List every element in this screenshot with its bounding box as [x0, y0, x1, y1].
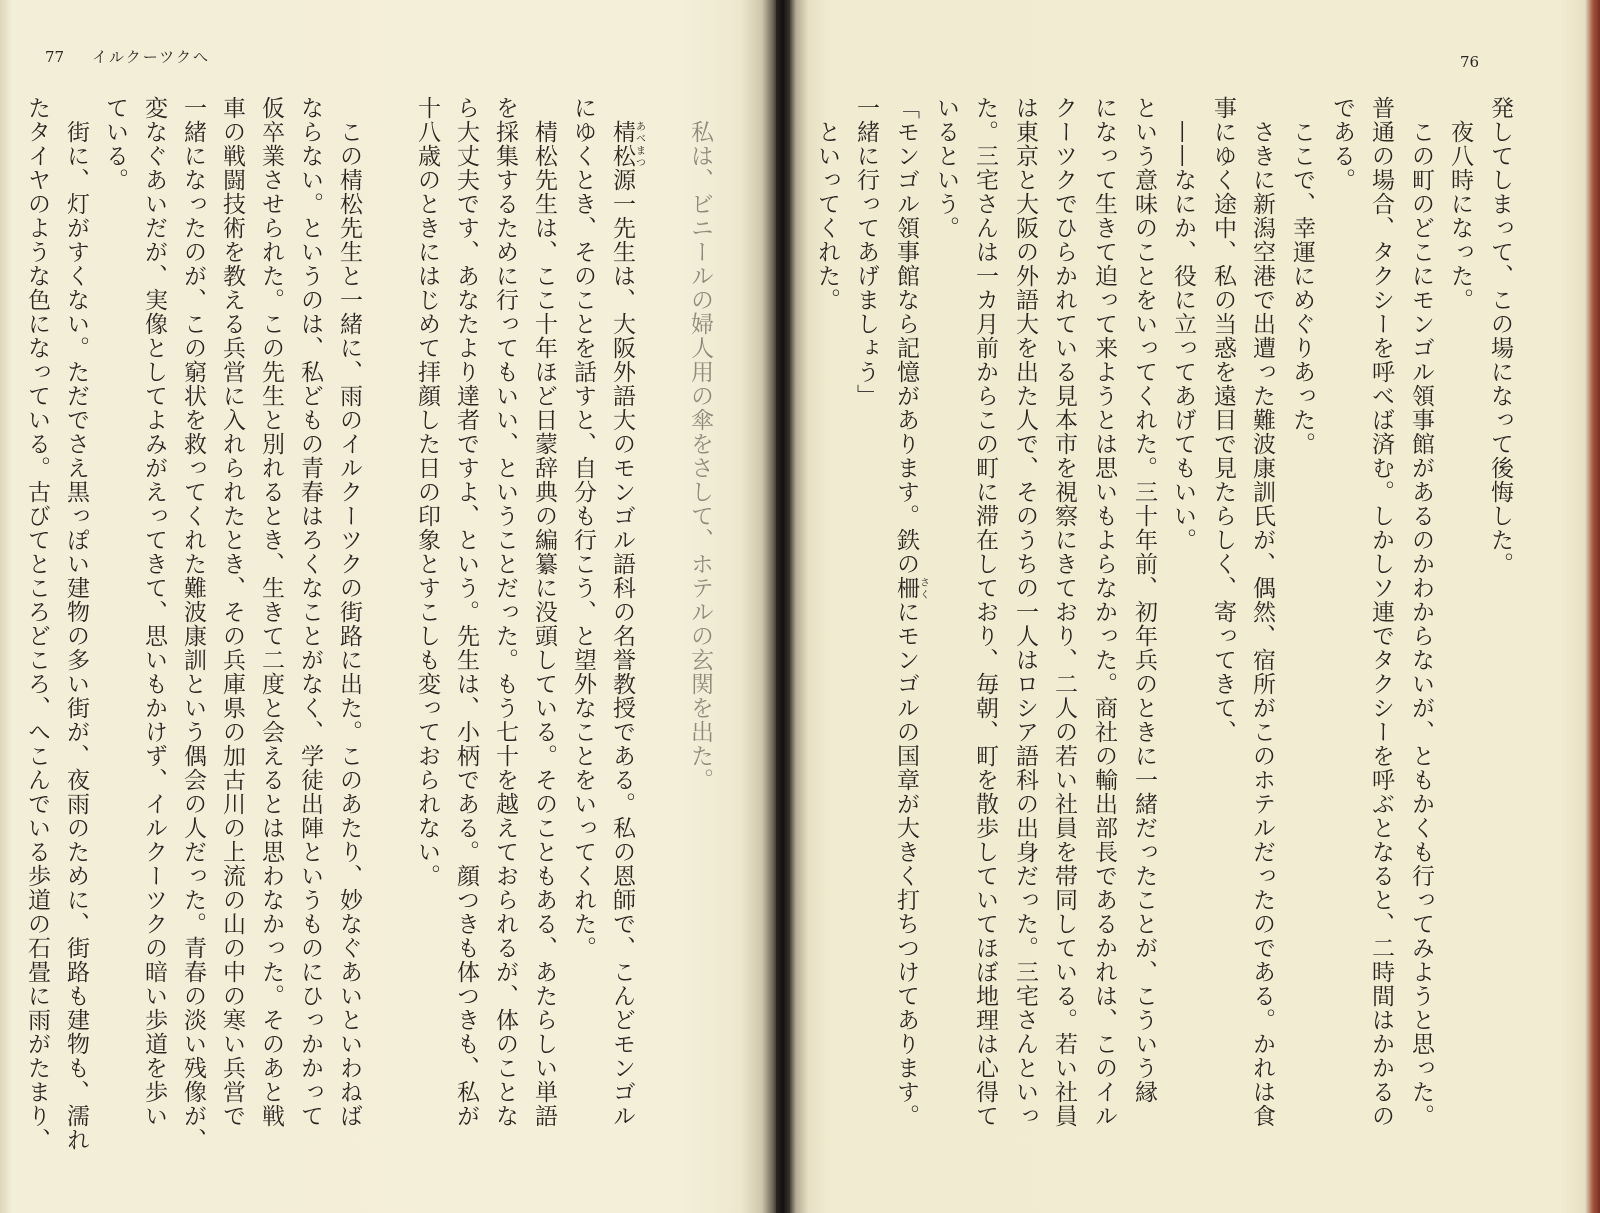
text-column: 一緒に行ってあげましょう」: [853, 96, 879, 408]
book-gutter: [776, 0, 790, 1213]
text-column: を採集するために行ってもいい、ということだった。もう七十を越えておられるが、体のことな: [492, 96, 518, 1128]
text-column: である。: [1329, 96, 1355, 192]
text-column: 一緒になったのが、この窮状を救ってくれた難波康訓という偶会の人だった。青春の淡い残像が、: [180, 96, 206, 1152]
text-column: た。三宅さんは一カ月前からこの町に滞在しており、毎朝、町を散歩していてほぼ地理は心得て: [972, 96, 998, 1128]
text-column: ならない。というのは、私どもの青春はろくなことがなく、学徒出陣というものにひっかかって: [297, 96, 323, 1128]
left-page-number: 77: [45, 48, 65, 66]
name-ruby: 棈松あべまつ: [609, 120, 645, 168]
text-column: たタイヤのような色になっている。古びてところどころ、へこんでいる歩道の石畳に雨がたまり、: [24, 96, 50, 1152]
text-column: 夜八時になった。: [1447, 120, 1473, 312]
right-page: [790, 0, 1600, 1213]
text-column: といってくれた。: [814, 120, 840, 312]
text-column: この町のどこにモンゴル領事館があるのかわからないが、ともかくも行ってみようと思った。: [1408, 120, 1434, 1128]
text-column: ている。: [102, 96, 128, 192]
text-column: クーツクでひらかれている見本市を視察にきており、二人の若い社員を帯同している。若い社員: [1051, 96, 1077, 1128]
text-column: ——なにか、役に立ってあげてもいい。: [1170, 120, 1196, 552]
text-column: 発してしまって、この場になって後悔した。: [1487, 96, 1513, 576]
text-column: 仮卒業させられた。この先生と別れるとき、生きて二度と会えるとは思わなかった。そのあと戦: [258, 96, 284, 1128]
text-column: という意味のことをいってくれた。三十年前、初年兵のときに一緒だったことが、こういう縁: [1131, 96, 1157, 1104]
text-column: 私は、ビニールの婦人用の傘をさして、ホテルの玄関を出た。: [687, 120, 713, 792]
text-column: 棈松あべまつ源一先生は、大阪外語大のモンゴル語科の名誉教授である。私の恩師で、こんどモンゴル: [609, 120, 645, 1128]
text-column: にゆくとき、そのことを話すと、自分も行こう、と望外なことをいってくれた。: [570, 96, 596, 960]
running-head-title: イルクーツクへ: [92, 48, 210, 66]
text-column: 街に、灯がすくない。ただでさえ黒っぽい建物の多い街が、夜雨のために、街路も建物も、濡れ: [63, 120, 89, 1152]
text-column: 事にゆく途中、私の当惑を遠目で見たらしく、寄ってきて、: [1210, 96, 1236, 744]
text-column: さきに新潟空港で出遭った難波康訓氏が、偶然、宿所がこのホテルだったのである。かれは食: [1249, 120, 1275, 1128]
text-column: ここで、幸運にめぐりあった。: [1289, 120, 1315, 456]
text-column: 「モンゴル領事館なら記憶があります。鉄の柵さくにモンゴルの国章が大きく打ちつけてあります。: [893, 96, 929, 1128]
text-column: 変なぐあいだが、実像としてよみがえってきて、思いもかけず、イルクーツクの暗い歩道を歩い: [141, 96, 167, 1128]
text-column: ら大丈夫です、あなたより達者ですよ、という。先生は、小柄である。顔つきも体つきも、私が: [453, 96, 479, 1128]
text-column: になって生きて迫って来ようとは思いもよらなかった。商社の輸出部長であるかれは、このイル: [1091, 96, 1117, 1128]
text-column: いるという。: [933, 96, 959, 240]
text-column: 普通の場合、タクシーを呼べば済む。しかしソ連でタクシーを呼ぶとなると、二時間はかかるの: [1368, 96, 1394, 1128]
text-column: 車の戦闘技術を教える兵営に入れられたとき、その兵庫県の加古川の上流の山の中の寒い兵営で: [219, 96, 245, 1128]
text-column: 十八歳のときにはじめて拝顔した日の印象とすこしも変っておられない。: [414, 96, 440, 888]
right-page-number: 76: [1460, 53, 1480, 71]
left-page: [0, 0, 778, 1213]
text-column: 棈松先生は、ここ十年ほど日蒙辞典の編纂に没頭している。そのこともある、あたらしい単語: [531, 120, 557, 1128]
reading-ruby: 柵さく: [893, 576, 929, 600]
text-column: は東京と大阪の外語大を出た人で、そのうちの一人はロシア語科の出身だった。三宅さんといっ: [1012, 96, 1038, 1128]
text-column: この棈松先生と一緒に、雨のイルクーツクの街路に出た。このあたり、妙なぐあいといわねば: [336, 120, 362, 1128]
